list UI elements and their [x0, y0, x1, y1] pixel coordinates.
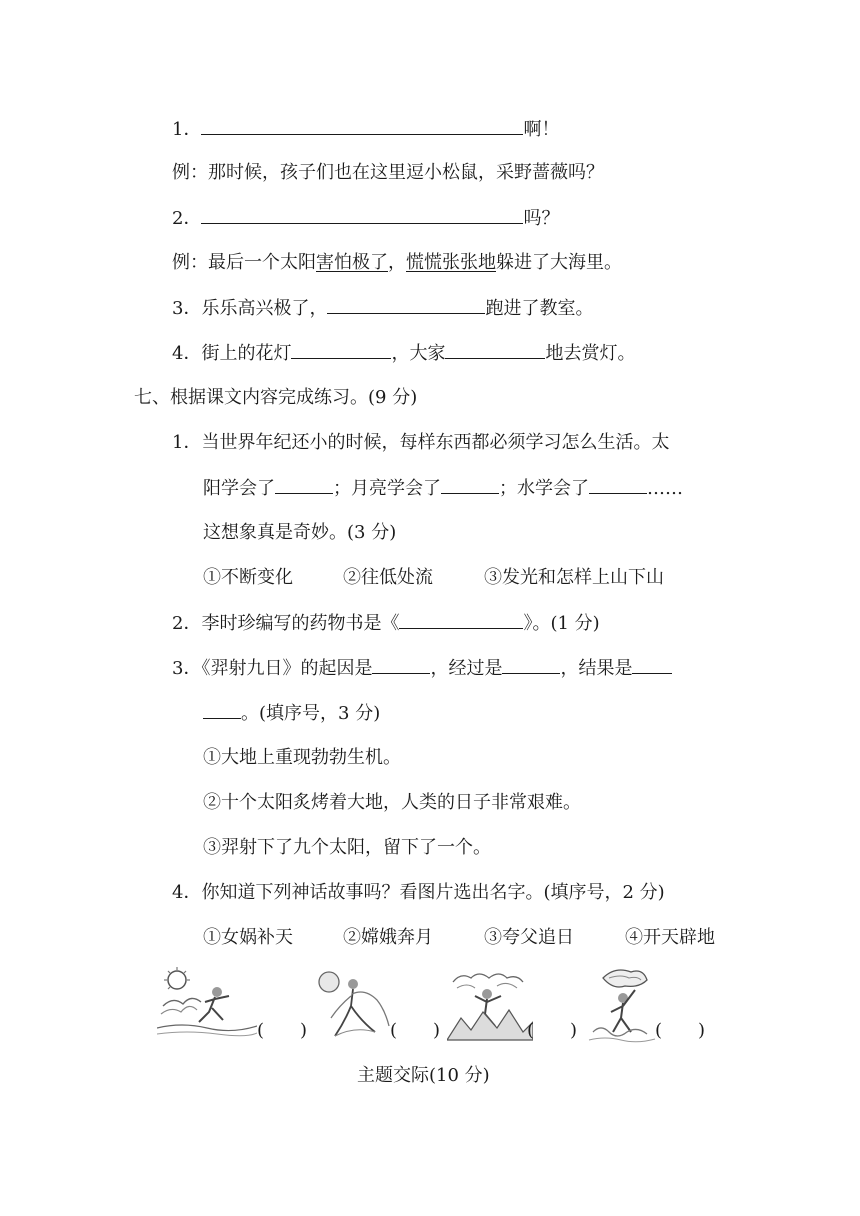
answer-parentheses[interactable]: ( )	[390, 1020, 441, 1041]
pangu-creation-illustration	[447, 966, 533, 1042]
option: ④开天辟地	[625, 927, 715, 948]
answer-blank[interactable]	[203, 700, 241, 719]
nuwa-mending-sky-illustration	[585, 966, 663, 1044]
option: ①女娲补天	[203, 927, 293, 948]
answer-blank[interactable]	[275, 475, 333, 494]
answer-blank[interactable]	[445, 340, 545, 359]
question-7-1-line1: 1．当世界年纪还小的时候，每样东西都必须学习怎么生活。太	[172, 432, 670, 453]
question-7-4: 4．你知道下列神话故事吗？看图片选出名字。(填序号，2 分)	[172, 882, 665, 903]
section-7-title: 七、根据课文内容完成练习。(9 分)	[134, 387, 418, 408]
underlined-phrase: 慌慌张张地	[406, 252, 496, 273]
example-2: 例：最后一个太阳害怕极了，慌慌张张地躲进了大海里。	[172, 252, 622, 273]
question-7-4-options	[203, 925, 733, 951]
answer-blank[interactable]	[502, 655, 560, 674]
myth-pictures	[155, 966, 735, 1046]
underlined-phrase: 害怕极了	[316, 252, 388, 273]
kuafu-chasing-sun-illustration	[157, 966, 257, 1038]
answer-blank[interactable]	[441, 475, 499, 494]
question-7-2: 2．李时珍编写的药物书是《 》。(1 分)	[172, 610, 600, 636]
question-6-3: 3．乐乐高兴极了， 跑进了教室。	[172, 295, 593, 321]
option: ③发光和怎样上山下山	[484, 567, 664, 588]
answer-blank[interactable]	[201, 205, 523, 224]
section-heading-theme-communication: 主题交际(10 分)	[357, 1065, 490, 1086]
option: ②嫦娥奔月	[343, 927, 433, 948]
question-7-3-line2: 。(填序号，3 分)	[203, 700, 380, 726]
option: ②十个太阳炙烤着大地，人类的日子非常艰难。	[203, 792, 581, 813]
answer-parentheses[interactable]: ( )	[655, 1020, 706, 1041]
option: ③羿射下了九个太阳，留下了一个。	[203, 837, 491, 858]
question-7-1-line3: 这想象真是奇妙。(3 分)	[203, 522, 397, 543]
option: ①不断变化	[203, 567, 293, 588]
answer-blank[interactable]	[327, 295, 485, 314]
question-6-1: 1． 啊！	[172, 116, 559, 142]
answer-blank[interactable]	[291, 340, 391, 359]
answer-blank[interactable]	[201, 116, 523, 135]
answer-parentheses[interactable]: ( )	[527, 1020, 578, 1041]
question-6-4: 4．街上的花灯 ，大家 地去赏灯。	[172, 340, 635, 366]
answer-blank[interactable]	[632, 655, 672, 674]
answer-parentheses[interactable]: ( )	[257, 1020, 308, 1041]
question-6-2: 2． 吗？	[172, 205, 559, 231]
question-7-1-options	[203, 565, 723, 591]
answer-blank[interactable]	[372, 655, 430, 674]
example-1: 例：那时候，孩子们也在这里逗小松鼠，采野蔷薇吗？	[172, 162, 604, 183]
answer-blank[interactable]	[399, 610, 523, 629]
option: ①大地上重现勃勃生机。	[203, 747, 401, 768]
option: ②往低处流	[343, 567, 433, 588]
option: ③夸父追日	[484, 927, 574, 948]
question-7-3-line1: 3．《羿射九日》的起因是 ，经过是 ，结果是	[172, 655, 672, 681]
question-7-1-line2: 阳学会了 ；月亮学会了 ；水学会了 ……	[203, 475, 683, 501]
change-flying-to-moon-illustration	[315, 966, 395, 1042]
answer-blank[interactable]	[589, 475, 647, 494]
